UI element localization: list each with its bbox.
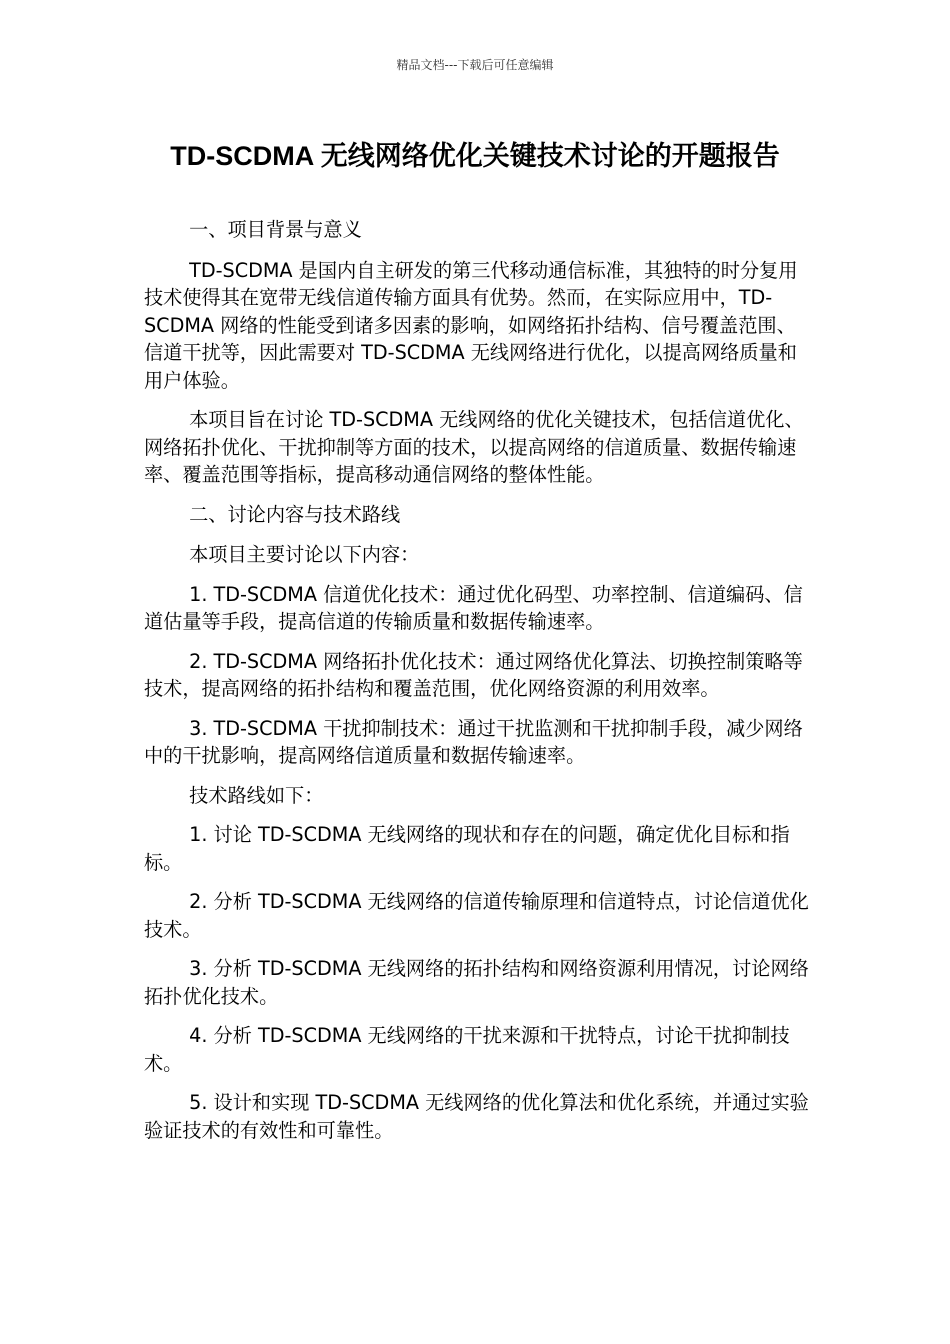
- list-item-content-2: 2. TD-SCDMA 网络拓扑优化技术：通过网络优化算法、切换控制策略等技术，提高网络的拓扑结构和覆盖范围，优化网络资源的利用效率。: [144, 649, 803, 700]
- document-body: [144, 216, 809, 1156]
- list-item-content-1: 1. TD-SCDMA 信道优化技术：通过优化码型、功率控制、信道编码、信道估量等手段，提高信道的传输质量和数据传输速率。: [144, 582, 803, 633]
- paragraph-background: TD-SCDMA 是国内自主研发的第三代移动通信标准，其独特的时分复用技术使得其在宽带无线信道传输方面具有优势。然而，在实际应用中，TD-SCDMA 网络的性能受到诸多因素的影响，如网络拓扑结构、信号覆盖范围、信道干扰等，因此需要对 TD-SCDMA 无线网络进行优化，以提高网络质量和用户体验。: [144, 258, 798, 392]
- paragraph-route-intro: 技术路线如下：: [189, 783, 324, 807]
- paragraph-content-intro: 本项目主要讨论以下内容：: [189, 543, 420, 566]
- document-title: TD-SCDMA 无线网络优化关键技术讨论的开题报告: [170, 141, 780, 171]
- page-header-note: 精品文档---下载后可任意编辑: [396, 58, 554, 72]
- list-item-route-2: 2. 分析 TD-SCDMA 无线网络的信道传输原理和信道特点，讨论信道优化技术。: [144, 890, 809, 941]
- list-item-route-3: 3. 分析 TD-SCDMA 无线网络的拓扑结构和网络资源利用情况，讨论网络拓扑优化技术。: [144, 957, 809, 1008]
- list-item-route-1: 1. 讨论 TD-SCDMA 无线网络的现状和存在的问题，确定优化目标和指标。: [144, 823, 790, 874]
- list-item-content-3: 3. TD-SCDMA 干扰抑制技术：通过干扰监测和干扰抑制手段，减少网络中的干扰影响，提高网络信道质量和数据传输速率。: [144, 716, 803, 767]
- section-heading-background: 一、项目背景与意义: [189, 218, 362, 241]
- section-heading-content-route: 二、讨论内容与技术路线: [189, 502, 401, 526]
- paragraph-objective: 本项目旨在讨论 TD-SCDMA 无线网络的优化关键技术，包括信道优化、网络拓扑优化、干扰抑制等方面的技术，以提高网络的信道质量、数据传输速率、覆盖范围等指标，提高移动通信网络的整体性能。: [144, 408, 804, 486]
- list-item-route-5: 5. 设计和实现 TD-SCDMA 无线网络的优化算法和优化系统，并通过实验验证技术的有效性和可靠性。: [144, 1091, 809, 1142]
- list-item-route-4: 4. 分析 TD-SCDMA 无线网络的干扰来源和干扰特点，讨论干扰抑制技术。: [144, 1024, 790, 1075]
